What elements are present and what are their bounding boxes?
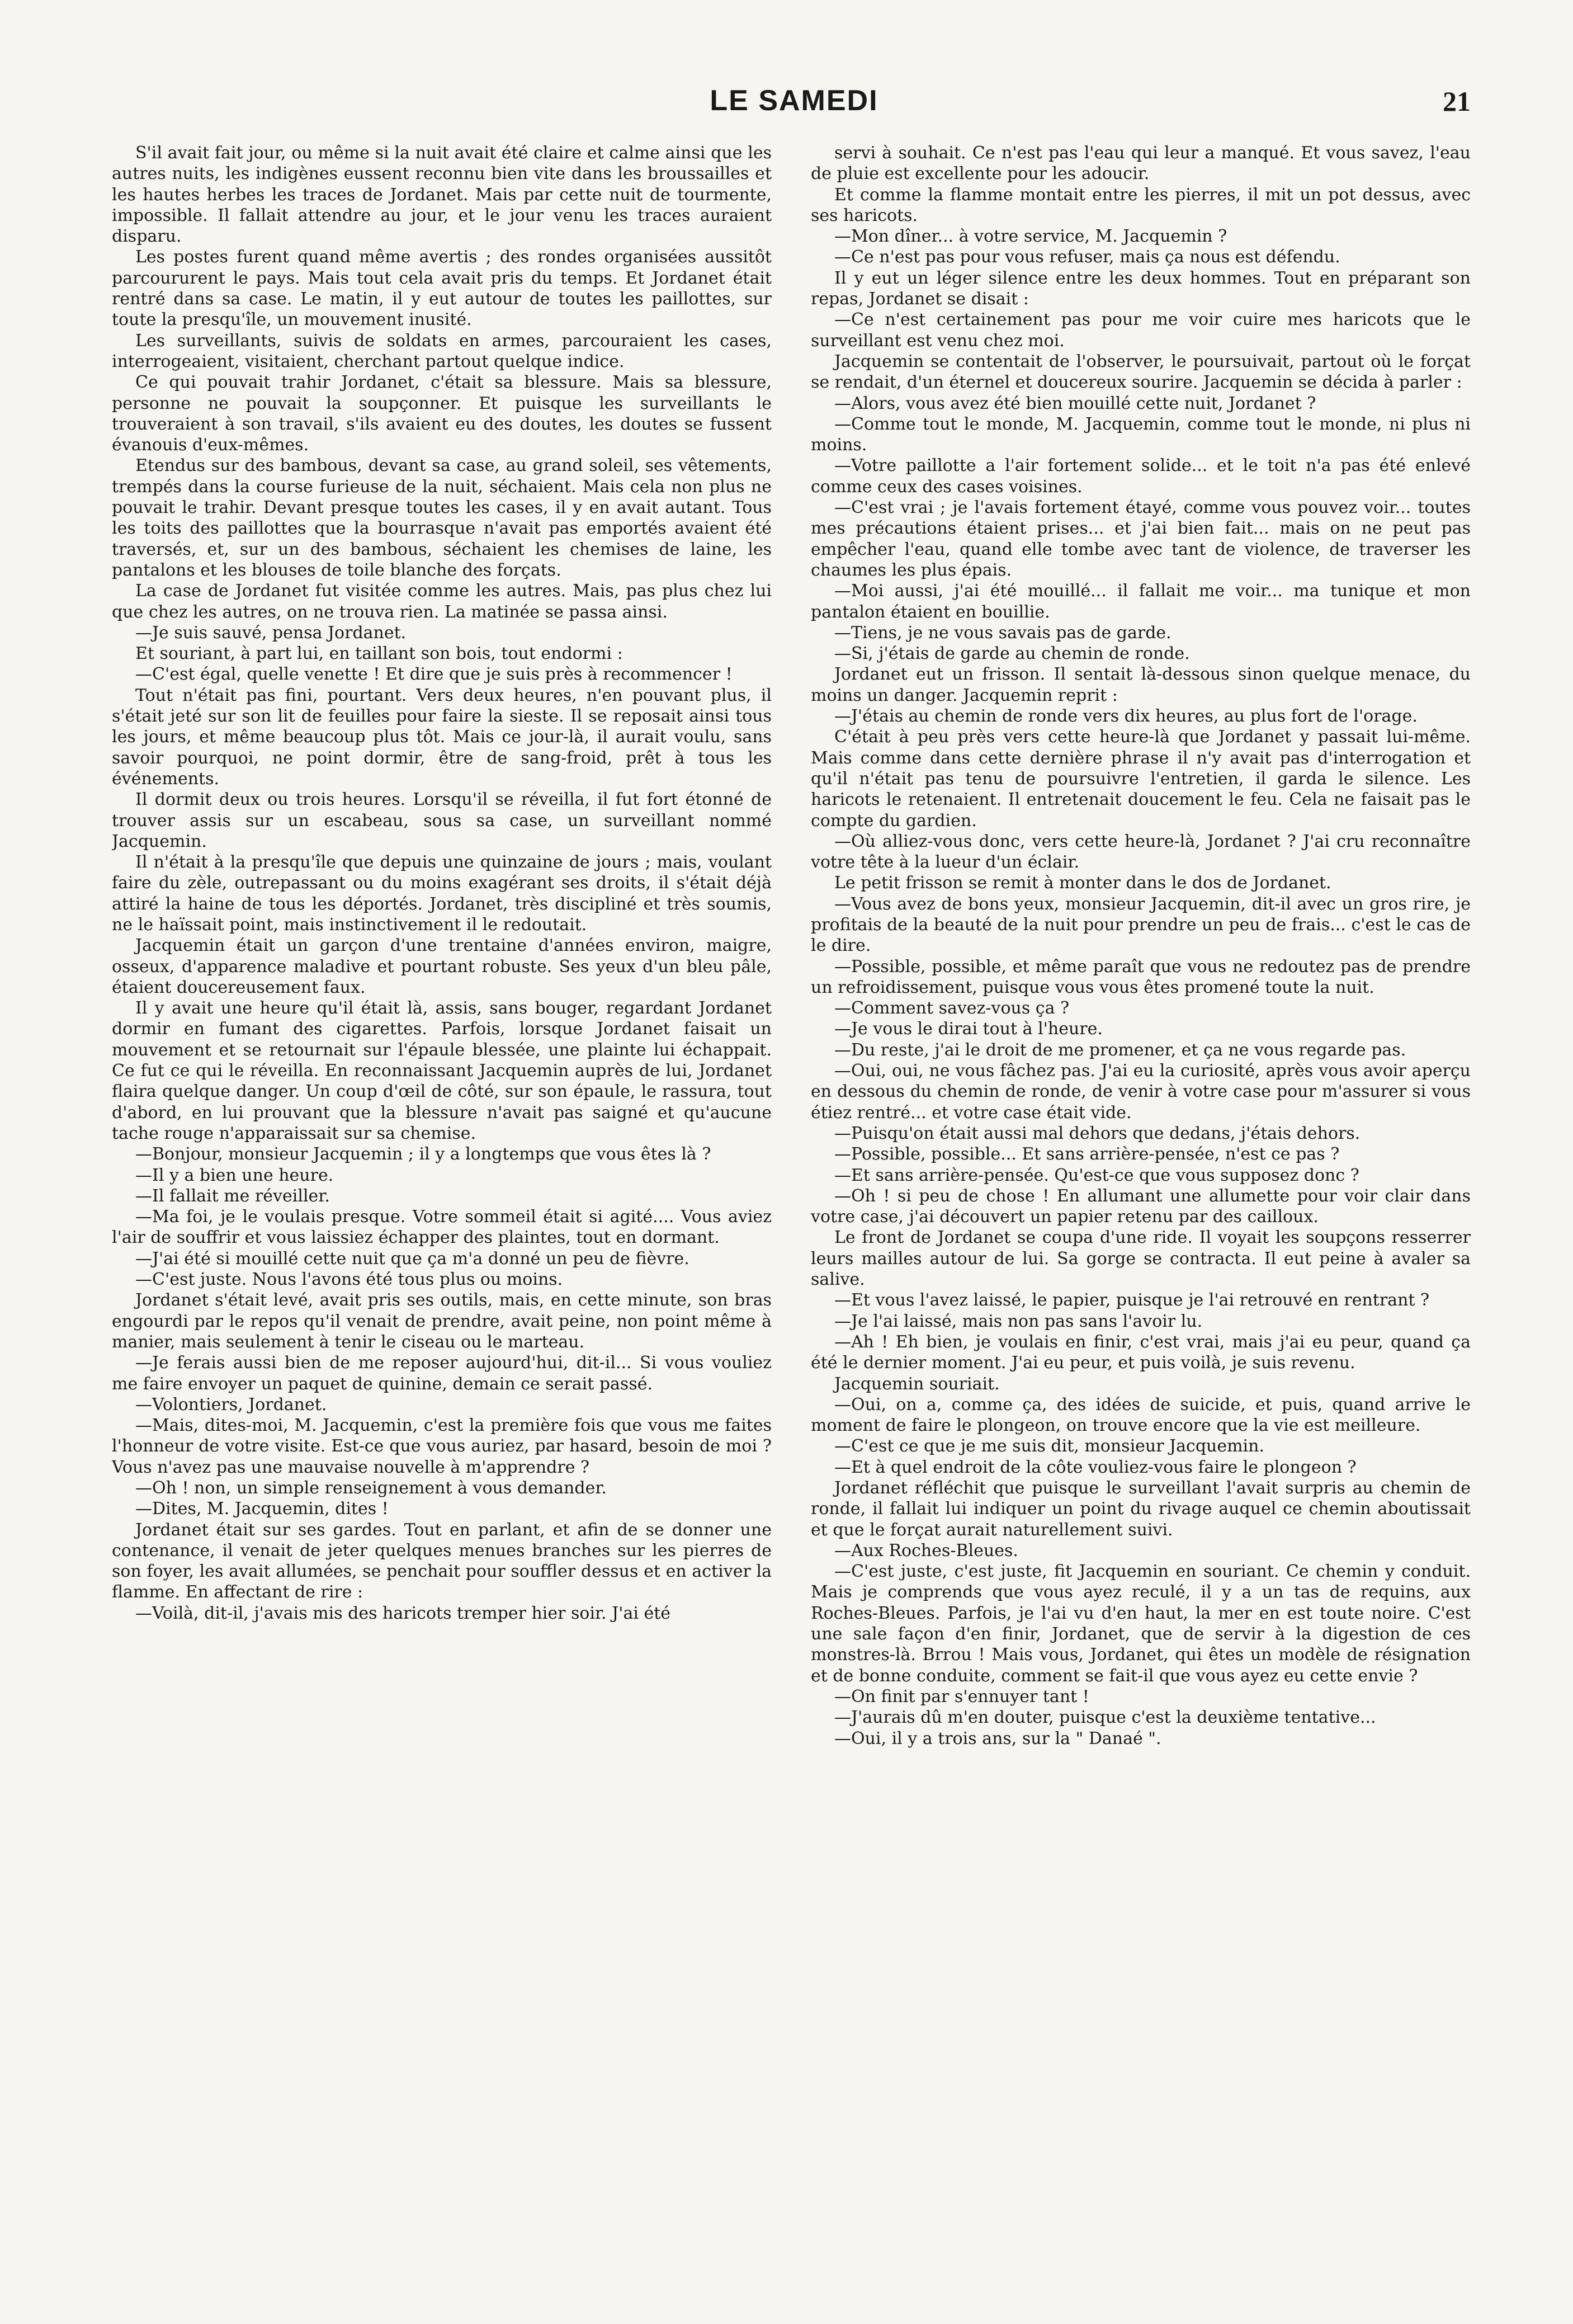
paragraph: —J'étais au chemin de ronde vers dix heures, au plus fort de l'orage. — [834, 706, 1418, 727]
paragraph: Jordanet eut un frisson. Il sentait là-dessous sinon quelque menace, du moins un danger. Jacquemin reprit : — [811, 664, 1471, 705]
paragraph: Jordanet réfléchit que puisque le surveillant l'avait surpris au chemin de ronde, il fallait lui indiquer un point du rivage auquel ce chemin aboutissait et que le forçat aurait naturellement suivi. — [811, 1478, 1471, 1540]
paragraph: —Voilà, dit-il, j'avais mis des haricots tremper hier soir. J'ai été — [135, 1603, 671, 1623]
paragraph: —Je vous le dirai tout à l'heure. — [834, 1019, 1103, 1039]
left-column — [112, 143, 772, 2302]
paragraph: Il n'était à la presqu'île que depuis une quinzaine de jours ; mais, voulant faire du zèle, outrepassant ou du moins exagérant ses droits, il s'était déjà attiré la haine de tous les déportés. Jordanet, très discipliné et très soumis, ne le haïssait point, mais instinctivement il le redoutait. — [112, 852, 772, 935]
page-header — [117, 84, 1471, 129]
page-title: LE SAMEDI — [710, 84, 878, 117]
paragraph: —Mon dîner... à votre service, M. Jacquemin ? — [834, 227, 1227, 247]
paragraph: —Je ferais aussi bien de me reposer aujourd'hui, dit-il... Si vous vouliez me faire envoyer un paquet de quinine, demain ce serait passé. — [112, 1353, 772, 1394]
paragraph: —Oui, on a, comme ça, des idées de suicide, et puis, quand arrive le moment de faire le plongeon, on trouve encore que la vie est meilleure. — [811, 1394, 1471, 1436]
paragraph: —Moi aussi, j'ai été mouillé... il fallait me voir... ma tunique et mon pantalon étaient en bouillie. — [811, 581, 1471, 622]
paragraph: —Il fallait me réveiller. — [135, 1186, 330, 1206]
page-number: 21 — [1443, 86, 1471, 117]
paragraph: —Je suis sauvé, pensa Jordanet. — [135, 623, 407, 643]
paragraph: Et souriant, à part lui, en taillant son bois, tout endormi : — [135, 644, 623, 664]
right-column — [811, 143, 1471, 2302]
paragraph: Les surveillants, suivis de soldats en armes, parcouraient les cases, interrogeaient, visitaient, cherchant partout quelque indice. — [112, 331, 772, 371]
paragraph: —Et sans arrière-pensée. Qu'est-ce que vous supposez donc ? — [834, 1165, 1359, 1185]
paragraph: —Oui, il y a trois ans, sur la " Danaé ". — [834, 1728, 1161, 1748]
paragraph: Jordanet était sur ses gardes. Tout en parlant, et afin de se donner une contenance, il venait de jeter quelques menues branches sur les pierres de son foyer, les avait allumées, se penchait pour souffler dessus et en activer la flamme. En affectant de rire : — [112, 1520, 772, 1602]
paragraph: —Et à quel endroit de la côte vouliez-vous faire le plongeon ? — [834, 1457, 1357, 1477]
paragraph: Etendus sur des bambous, devant sa case, au grand soleil, ses vêtements, trempés dans la course furieuse de la nuit, séchaient. Mais cela non plus ne pouvait le trahir. Devant presque toutes les cases, il y en avait autant. Tous les toits des paillottes que la bourrasque n'avait pas emportés avaient été traversés, et, sur un des bambous, séchaient les chemises de laine, les pantalons et les blouses de toile blanche des forçats. — [112, 456, 772, 580]
paragraph: —Aux Roches-Bleues. — [834, 1540, 1018, 1561]
paragraph: C'était à peu près vers cette heure-là que Jordanet y passait lui-même. Mais comme dans cette dernière phrase il n'y avait pas d'interrogation et qu'il n'était pas tenu de poursuivre l'entretien, il garda le silence. Les haricots le retenaient. Il entretenait doucement le feu. Cela ne faisait pas le compte du gardien. — [811, 727, 1471, 831]
paragraph: —J'ai été si mouillé cette nuit que ça m'a donné un peu de fièvre. — [135, 1248, 689, 1269]
paragraph: Le front de Jordanet se coupa d'une ride. Il voyait les soupçons resserrer leurs mailles autour de lui. Sa gorge se contracta. Il eut peine à avaler sa salive. — [811, 1228, 1471, 1290]
paragraph: Jordanet s'était levé, avait pris ses outils, mais, en cette minute, son bras engourdi par le repos qu'il venait de prendre, avait peine, non point même à manier, mais seulement à tenir le ciseau ou le marteau. — [112, 1290, 772, 1352]
paragraph: Le petit frisson se remit à monter dans le dos de Jordanet. — [834, 873, 1331, 893]
paragraph: —Oh ! non, un simple renseignement à vous demander. — [135, 1478, 607, 1498]
paragraph: —Comment savez-vous ça ? — [834, 998, 1070, 1019]
paragraph: —Mais, dites-moi, M. Jacquemin, c'est la première fois que vous me faites l'honneur de votre visite. Est-ce que vous auriez, par hasard, besoin de moi ? Vous n'avez pas une mauvaise nouvelle à m'apprendre ? — [112, 1416, 772, 1477]
paragraph: —J'aurais dû m'en douter, puisque c'est la deuxième tentative... — [834, 1708, 1376, 1728]
paragraph: —Votre paillotte a l'air fortement solide... et le toit n'a pas été enlevé comme ceux des cases voisines. — [811, 456, 1471, 497]
paragraph: —C'est ce que je me suis dit, monsieur Jacquemin. — [834, 1436, 1265, 1456]
paragraph: Il y avait une heure qu'il était là, assis, sans bouger, regardant Jordanet dormir en fumant des cigarettes. Parfois, lorsque Jordanet faisait un mouvement et se retournait sur l'épaule blessée, une plainte lui échappait. Ce fut ce qui le réveilla. En reconnaissant Jacquemin auprès de lui, Jordanet flaira quelque danger. Un coup d'œil de côté, sur son épaule, le rassura, tout d'abord, en lui prouvant que la blessure n'avait pas saigné et qu'aucune tache rouge n'apparaissait sur sa chemise. — [112, 998, 772, 1143]
paragraph: —Possible, possible... Et sans arrière-pensée, n'est ce pas ? — [834, 1144, 1340, 1165]
paragraph: —Tiens, je ne vous savais pas de garde. — [834, 623, 1172, 643]
paragraph: —Alors, vous avez été bien mouillé cette nuit, Jordanet ? — [834, 393, 1316, 413]
paragraph: —Oh ! si peu de chose ! En allumant une allumette pour voir clair dans votre case, j'ai découvert un papier retenu par des cailloux. — [811, 1186, 1471, 1227]
paragraph: —Je l'ai laissé, mais non pas sans l'avoir lu. — [834, 1311, 1203, 1331]
paragraph: —Ce n'est certainement pas pour me voir cuire mes haricots que le surveillant est venu chez moi. — [811, 310, 1471, 351]
paragraph: —C'est égal, quelle venette ! Et dire que je suis près à recommencer ! — [135, 664, 733, 685]
paragraph: Tout n'était pas fini, pourtant. Vers deux heures, n'en pouvant plus, il s'était jeté sur son lit de feuilles pour faire la sieste. Il se reposait ainsi tous les jours, et même beaucoup plus tôt. Mais ce jour-là, il aurait voulu, sans savoir pourquoi, ne point dormir, être de sang-froid, prêt à tous les événements. — [112, 685, 772, 789]
paragraph: —Ce n'est pas pour vous refuser, mais ça nous est défendu. — [834, 247, 1340, 267]
paragraph: —Dites, M. Jacquemin, dites ! — [135, 1499, 389, 1519]
paragraph: servi à souhait. Ce n'est pas l'eau qui leur a manqué. Et vous savez, l'eau de pluie est excellente pour les adoucir. — [811, 143, 1471, 184]
paragraph: Il y eut un léger silence entre les deux hommes. Tout en préparant son repas, Jordanet se disait : — [811, 268, 1471, 309]
paragraph: —Oui, oui, ne vous fâchez pas. J'ai eu la curiosité, après vous avoir aperçu en dessous du chemin de ronde, de venir à votre case pour m'assurer si vous étiez rentré... et votre case était vide. — [811, 1061, 1471, 1123]
paragraph: —Vous avez de bons yeux, monsieur Jacquemin, dit-il avec un gros rire, je profitais de la beauté de la nuit pour prendre un peu de frais... c'est le cas de le dire. — [811, 894, 1471, 956]
paragraph: Jacquemin souriait. — [834, 1374, 1000, 1394]
paragraph: Ce qui pouvait trahir Jordanet, c'était sa blessure. Mais sa blessure, personne ne pouvait la soupçonner. Et puisque les surveillants le trouveraient à son travail, s'ils avaient eu des doutes, les doutes se fussent évanouis d'eux-mêmes. — [112, 373, 772, 455]
paragraph: La case de Jordanet fut visitée comme les autres. Mais, pas plus chez lui que chez les autres, on ne trouva rien. La matinée se passa ainsi. — [112, 581, 772, 622]
paragraph: Et comme la flamme montait entre les pierres, il mit un pot dessus, avec ses haricots. — [811, 185, 1471, 225]
paragraph: —Comme tout le monde, M. Jacquemin, comme tout le monde, ni plus ni moins. — [811, 414, 1471, 455]
paragraph: —Bonjour, monsieur Jacquemin ; il y a longtemps que vous êtes là ? — [135, 1144, 711, 1165]
paragraph: —On finit par s'ennuyer tant ! — [834, 1686, 1089, 1707]
paragraph: —C'est vrai ; je l'avais fortement étayé, comme vous pouvez voir... toutes mes précautions étaient prises... et j'ai bien fait... mais on ne peut pas empêcher l'eau, quand elle tombe avec tant de violence, de traverser les chaumes les plus épais. — [811, 498, 1471, 580]
paragraph: —C'est juste. Nous l'avons été tous plus ou moins. — [135, 1270, 563, 1290]
paragraph: Les postes furent quand même avertis ; des rondes organisées aussitôt parcoururent le pays. Mais tout cela avait pris du temps. Et Jordanet était rentré dans sa case. Le matin, il y eut autour de toutes les paillottes, sur toute la presqu'île, un mouvement inusité. — [112, 247, 772, 330]
paragraph: —Possible, possible, et même paraît que vous ne redoutez pas de prendre un refroidissement, puisque vous vous êtes promené toute la nuit. — [811, 956, 1471, 997]
paragraph: —Si, j'étais de garde au chemin de ronde. — [834, 644, 1190, 664]
paragraph: Jacquemin se contentait de l'observer, le poursuivait, partout où le forçat se rendait, d'un éternel et doucereux sourire. Jacquemin se décida à parler : — [811, 351, 1471, 393]
paragraph: —Et vous l'avez laissé, le papier, puisque je l'ai retrouvé en rentrant ? — [834, 1290, 1430, 1311]
paragraph: —Ma foi, je le voulais presque. Votre sommeil était si agité.... Vous aviez l'air de souffrir et vous laissiez échapper des plaintes, tout en dormant. — [112, 1207, 772, 1248]
paragraph: —Où alliez-vous donc, vers cette heure-là, Jordanet ? J'ai cru reconnaître votre tête à la lueur d'un éclair. — [811, 831, 1471, 873]
paragraph: —Ah ! Eh bien, je voulais en finir, c'est vrai, mais j'ai eu peur, quand ça été le dernier moment. J'ai eu peur, et puis voilà, je suis revenu. — [811, 1332, 1471, 1373]
paragraph: —Du reste, j'ai le droit de me promener, et ça ne vous regarde pas. — [834, 1040, 1406, 1060]
paragraph: —C'est juste, c'est juste, fit Jacquemin en souriant. Ce chemin y conduit. Mais je comprends que vous ayez reculé, il y a un tas de requins, aux Roches-Bleues. Parfois, je l'ai vu d'en haut, la mer en est toute noire. C'est une sale façon d'en finir, Jordanet, que de servir à la digestion de ces monstres-là. Brrou ! Mais vous, Jordanet, qui êtes un modèle de résignation et de bonne conduite, comment se fait-il que vous ayez eu cette envie ? — [811, 1562, 1471, 1686]
paragraph: —Puisqu'on était aussi mal dehors que dedans, j'étais dehors. — [834, 1123, 1361, 1143]
paragraph: Il dormit deux ou trois heures. Lorsqu'il se réveilla, il fut fort étonné de trouver assis sur un escabeau, sous sa case, un surveillant nommé Jacquemin. — [112, 790, 772, 851]
paragraph: S'il avait fait jour, ou même si la nuit avait été claire et calme ainsi que les autres nuits, les indigènes eussent reconnu bien vite dans les broussailles et les hautes herbes les traces de Jordanet. Mais par cette nuit de tourmente, impossible. Il fallait attendre au jour, et le jour venu les traces auraient disparu. — [112, 143, 772, 247]
paragraph: Jacquemin était un garçon d'une trentaine d'années environ, maigre, osseux, d'apparence maladive et pourtant robuste. Ses yeux d'un bleu pâle, étaient doucereusement faux. — [112, 936, 772, 997]
paragraph: —Volontiers, Jordanet. — [135, 1394, 327, 1415]
paragraph: —Il y a bien une heure. — [135, 1165, 334, 1185]
